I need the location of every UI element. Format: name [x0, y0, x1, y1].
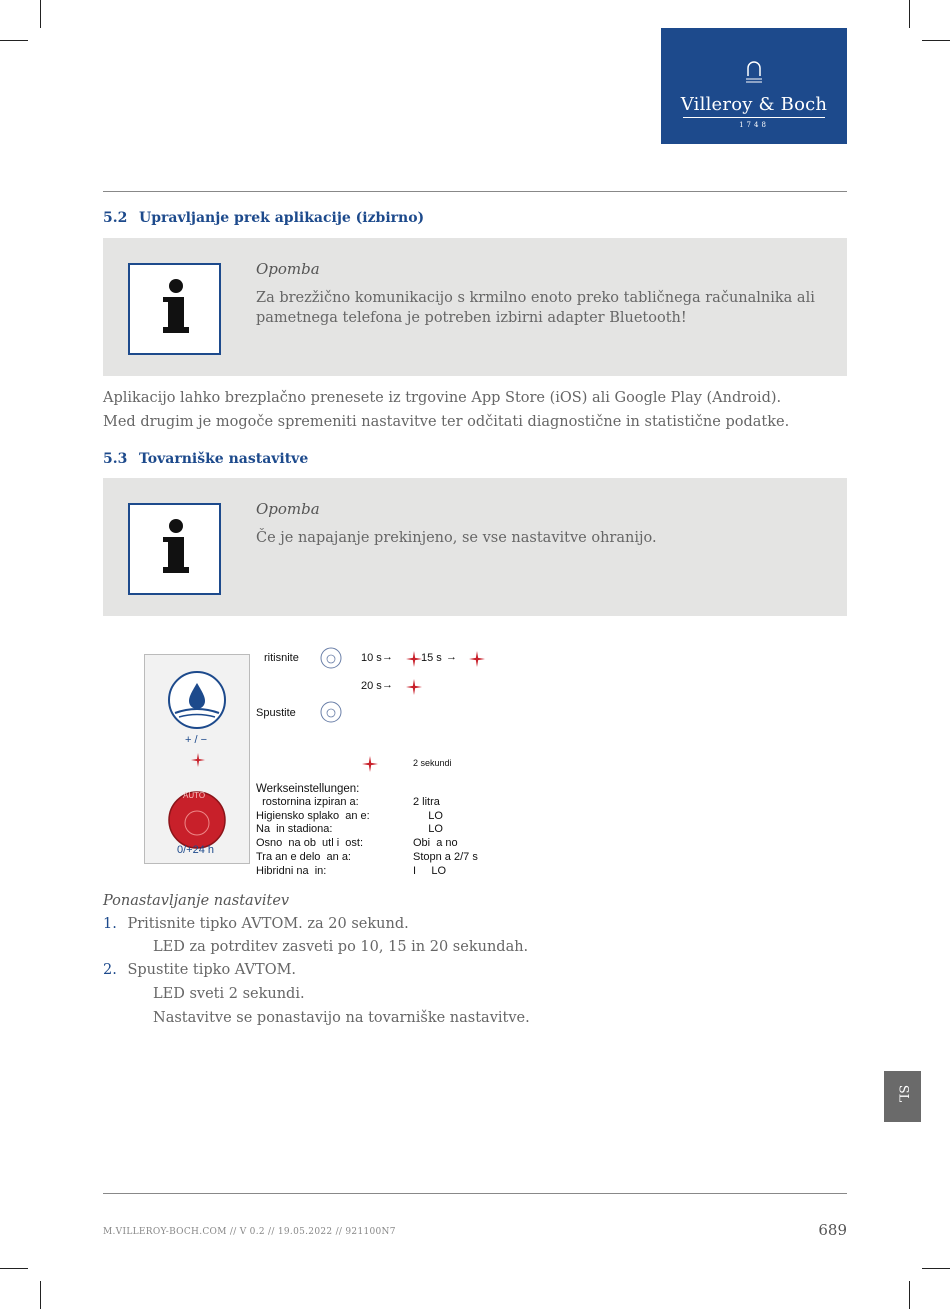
auto-button-icon	[320, 647, 342, 669]
section-number: 5.3	[103, 451, 128, 467]
time-10s: 10 s	[361, 652, 382, 664]
brand-logo	[661, 28, 847, 144]
logo-arch-icon	[746, 60, 762, 84]
language-tab	[884, 1071, 921, 1122]
crop-mark	[40, 0, 41, 28]
crop-mark	[909, 0, 910, 28]
section-heading-5-3	[103, 451, 308, 467]
setting-value: Stopn a 2/7 s	[413, 850, 478, 863]
section-title: Upravljanje prek aplikacije (izbirno)	[139, 210, 425, 226]
release-label: Spustite	[256, 707, 296, 719]
setting-name: Osno na ob utl i ost:	[256, 837, 364, 850]
note-title: Opomba	[256, 260, 320, 278]
auto-button-label[interactable]: AUTO	[183, 791, 206, 800]
step-number: 2.	[103, 962, 117, 978]
led-star-icon	[362, 756, 378, 772]
step-item	[103, 962, 296, 978]
logo-year: 1748	[739, 121, 769, 129]
info-icon	[128, 503, 221, 595]
paragraph-line: Med drugim je mogoče spremeniti nastavitve ter odčitati diagnostične in statistične podatke.	[103, 414, 790, 430]
note-text: Če je napajanje prekinjeno, se vse nastavitve ohranijo.	[256, 530, 657, 546]
seconds-label: 2 sekundi	[413, 758, 452, 768]
step-detail: LED sveti 2 sekundi.	[153, 986, 305, 1002]
control-panel	[144, 654, 250, 864]
footer-info: M.VILLEROY-BOCH.COM // V 0.2 // 19.05.2022 // 921100N7	[103, 1227, 396, 1237]
auto-button-icon	[320, 701, 342, 723]
timer-label: 0/+24 h	[177, 844, 215, 856]
note-title: Opomba	[256, 500, 320, 518]
section-title: Tovarniške nastavitve	[139, 451, 309, 467]
paragraph-line: Aplikacijo lahko brezplačno prenesete iz trgovine App Store (iOS) ali Google Play (Android).	[103, 390, 782, 406]
step-detail: LED za potrditev zasveti po 10, 15 in 20 sekundah.	[153, 939, 529, 955]
step-number: 1.	[103, 916, 117, 932]
step-text: Pritisnite tipko AVTOM. za 20 sekund.	[127, 916, 409, 932]
crop-mark	[0, 1268, 28, 1269]
press-label: ritisnite	[264, 652, 299, 664]
setting-value: I LO	[413, 864, 447, 877]
plus-minus-label: + / −	[185, 734, 208, 746]
setting-value: LO	[413, 809, 443, 822]
arrow-icon: →	[382, 679, 393, 691]
time-15s: 15 s	[421, 652, 442, 664]
step-text: Spustite tipko AVTOM.	[127, 962, 297, 978]
step-detail: Nastavitve se ponastavijo na tovarniške nastavitve.	[153, 1010, 530, 1026]
factory-reset-figure	[144, 641, 504, 881]
setting-value: LO	[413, 823, 443, 836]
step-item	[103, 916, 409, 932]
note-text: Za brezžično komunikacijo s krmilno enoto preko tabličnega računalnika ali pametnega telefona je potreben izbirni adapter Bluetooth!	[256, 290, 815, 326]
info-icon	[128, 263, 221, 355]
note-box	[103, 478, 847, 616]
arrow-icon: →	[382, 651, 393, 663]
setting-name: Hibridni na in:	[256, 864, 327, 877]
bottom-divider	[103, 1193, 847, 1194]
section-heading-5-2	[103, 210, 424, 226]
setting-name: Higiensko splako an e:	[256, 809, 370, 822]
top-divider	[103, 191, 847, 192]
led-star-icon	[406, 651, 422, 667]
subheading: Ponastavljanje nastavitev	[103, 893, 290, 909]
arrow-icon: →	[446, 651, 457, 663]
setting-value: Obi a no	[413, 837, 458, 850]
section-number: 5.2	[103, 210, 128, 226]
led-star-icon	[469, 651, 485, 667]
crop-mark	[909, 1281, 910, 1309]
language-label: SL	[895, 1084, 911, 1103]
factory-heading: Werkseinstellungen:	[256, 783, 360, 795]
note-box	[103, 238, 847, 376]
crop-mark	[40, 1281, 41, 1309]
setting-name: Tra an e delo an a:	[256, 850, 351, 863]
led-star-icon	[191, 753, 205, 767]
setting-name: rostornina izpiran a:	[256, 796, 359, 808]
led-star-icon	[406, 679, 422, 695]
logo-brand-text: Villeroy & Boch	[661, 94, 847, 115]
crop-mark	[0, 40, 28, 41]
crop-mark	[922, 40, 950, 41]
setting-name: Na in stadiona:	[256, 823, 333, 836]
time-20s: 20 s	[361, 680, 382, 692]
setting-value: 2 litra	[413, 796, 440, 808]
crop-mark	[922, 1268, 950, 1269]
page-number: 689	[818, 1221, 847, 1239]
